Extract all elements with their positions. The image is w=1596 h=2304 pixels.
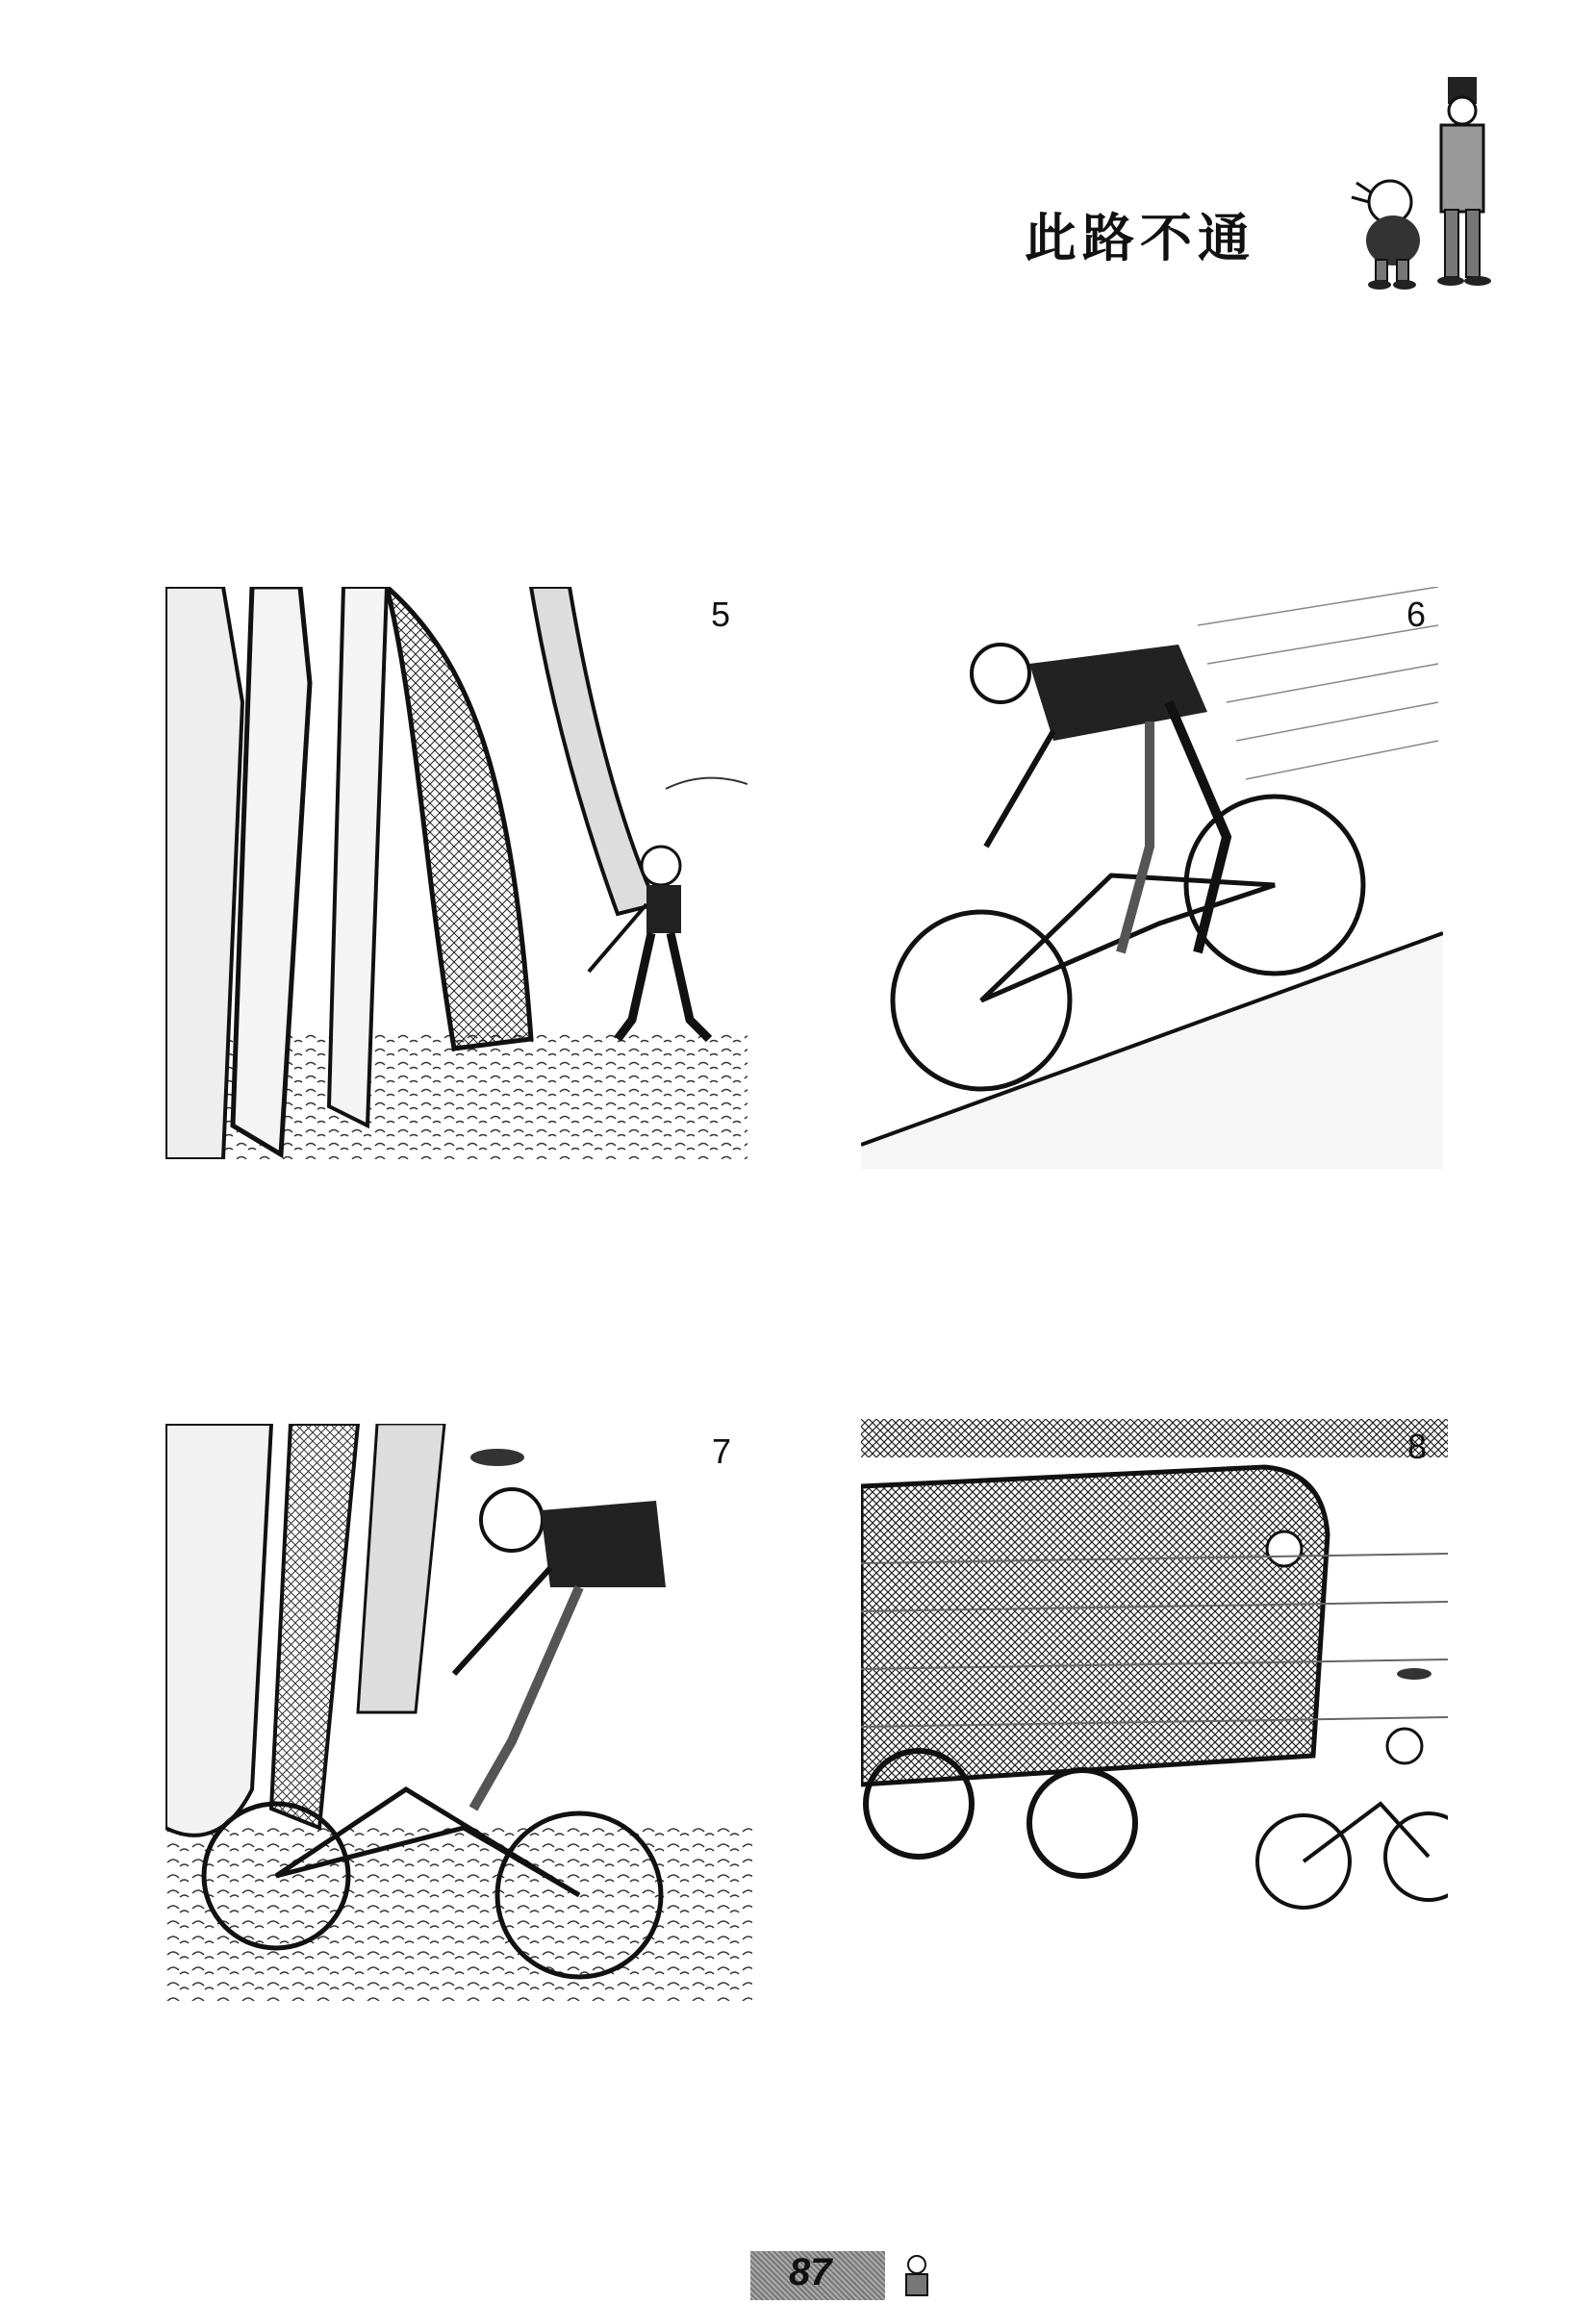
two-characters-mascot-icon [1337,67,1520,293]
cyclist-tree-illustration [165,1424,752,2001]
forest-walk-illustration [165,587,747,1159]
page-footer [750,2241,943,2300]
page-title: 此路不通 [1025,208,1255,268]
panel-number: 8 [1406,1427,1427,1466]
panel-number: 5 [710,595,730,634]
panel-number: 6 [1406,595,1426,634]
character-figure-icon [893,2251,941,2300]
comic-panel-5 [165,587,747,1159]
comic-panel-6 [861,587,1443,1169]
cyclist-uphill-illustration [861,587,1443,1169]
locomotive-crash-illustration [861,1419,1448,2001]
page-number: 87 [789,2251,832,2293]
comic-panel-8 [861,1419,1448,2001]
panel-number: 7 [711,1431,731,1471]
comic-panel-7 [165,1424,752,2001]
